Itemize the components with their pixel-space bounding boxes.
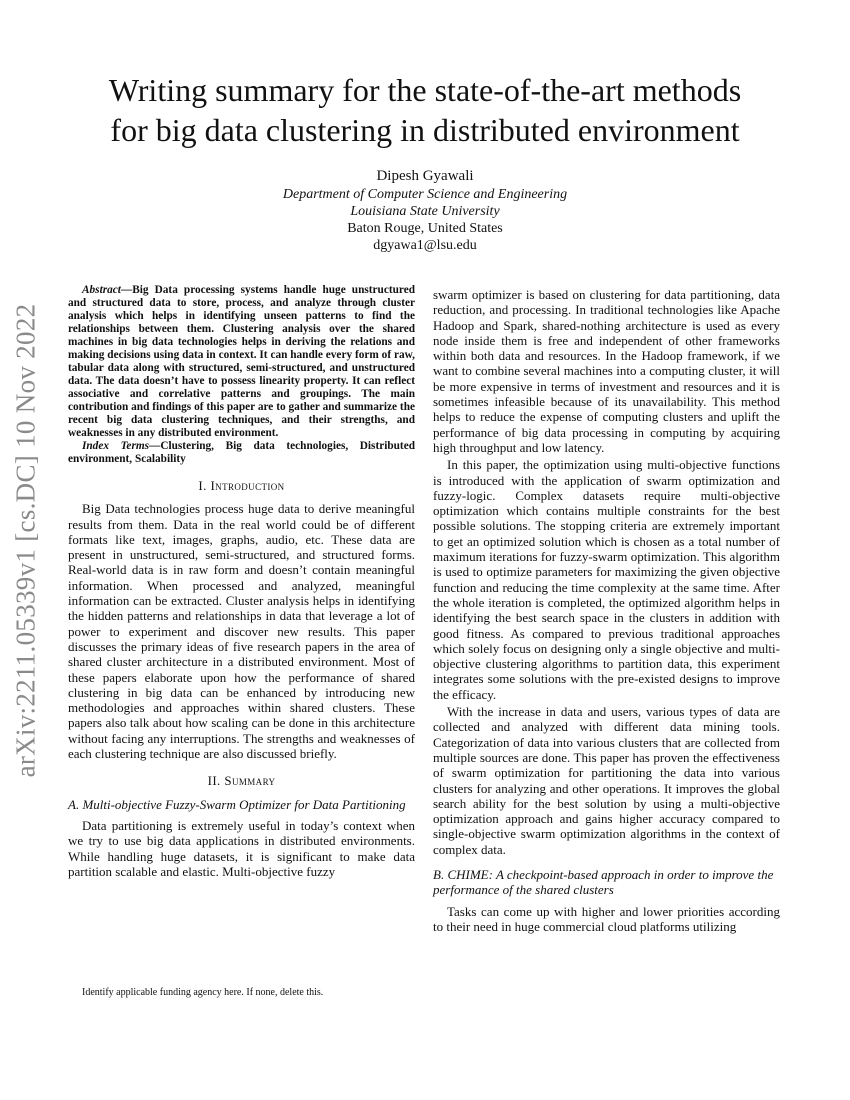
abstract-lead: Abstract bbox=[82, 284, 121, 296]
subsection-a-paragraph-start: Data partitioning is extremely useful in today’s context when we try to use big data applications in distributed environments. While handling huge datasets, it is significant to make data partition scalable and elastic. Multi-objective fuzzy bbox=[68, 817, 415, 879]
abstract-dash: — bbox=[120, 284, 133, 296]
arxiv-identifier-stamp bbox=[2, 260, 50, 820]
author-block bbox=[150, 168, 700, 254]
index-terms bbox=[68, 440, 415, 466]
author-email: dgyawa1@lsu.edu bbox=[373, 238, 477, 253]
index-terms-dash: — bbox=[149, 440, 161, 452]
paper-title-line-1: Writing summary for the state-of-the-art methods bbox=[108, 72, 742, 108]
section-heading-summary: II. Summary bbox=[207, 773, 276, 789]
subsection-a-paragraph-continued: swarm optimizer is based on clustering for data partitioning, data reduction, and processing. In traditional technologies like Apache Hadoop and Spark, shared-nothing architecture is used as every node inside them is free and independent of other frameworks within both data and resources. In the Hadoop framework, if we want to combine several machines into a computing cluster, it will be more expensive in terms of investment and resources and it is sometimes infeasible because of its unavailability. This method helps to reduce the expense of computing clusters and uplift the performance of big data processing in computing by acquiring high throughput and low latency. bbox=[433, 287, 780, 455]
subsection-heading-a: A. Multi-objective Fuzzy-Swarm Optimizer for Data Partitioning bbox=[68, 796, 406, 812]
introduction-paragraph: Big Data technologies process huge data to derive meaningful results from them. Data in the real world could be of different formats like text, images, graphs, audio, etc. These data are present in unstructured, semi-structured, and structured forms. Real-world data is in raw form and doesn’t contain meaningful information. When processed and analyzed, meaningful information can be extracted. Cluster analysis helps in identifying the hidden patterns and relationships in data that leverage a lot of power to experiment and discover new results. This paper discusses the primary ideas of five research papers in the area of shared cluster architecture in a distributed environment. Most of these papers elaborate upon how the performance of shared clustering in big data can be enhanced by introducing new methodologies and approaches within shared clusters. These papers also talk about how scaling can be done in this architecture without facing any interruptions. The strengths and weaknesses of each clustering technique are also discussed briefly. bbox=[68, 501, 415, 762]
subsection-heading-b: B. CHIME: A checkpoint-based approach in order to improve the performance of the shared clusters bbox=[433, 866, 774, 898]
index-terms-lead: Index Terms bbox=[82, 440, 150, 452]
left-column bbox=[68, 284, 415, 879]
funding-footnote: Identify applicable funding agency here. If none, delete this. bbox=[82, 987, 324, 998]
arxiv-identifier-text: arXiv:2211.05339v1 [cs.DC] 10 Nov 2022 bbox=[10, 303, 41, 777]
abstract-text: Big Data processing systems handle huge unstructured and structured data to store, process, and analyze through cluster analysis which helps in identifying unseen patterns to find the relationships between them. Clustering analysis over the shared machines in big data technologies helps in deriving the relations and making decisions using data in context. It can handle every form of raw, tabular data along with structured, semi-structured, and unstructured data. The data doesn’t have to possess linearity property. It can reflect associative and correlative patterns and groupings. The main contribution and findings of this paper are to gather and summarize the recent big data clustering techniques, and their strengths, and weaknesses in any distributed environment. bbox=[68, 284, 415, 439]
author-department: Department of Computer Science and Engineering bbox=[282, 187, 568, 202]
author-name: Dipesh Gyawali bbox=[376, 168, 474, 184]
right-column bbox=[433, 287, 780, 934]
abstract bbox=[68, 284, 415, 440]
author-university: Louisiana State University bbox=[350, 204, 500, 219]
section-heading-introduction: I. Introduction bbox=[198, 478, 285, 493]
paper-title-line-2: for big data clustering in distributed environment bbox=[110, 112, 740, 148]
subsection-a-paragraph-2: In this paper, the optimization using multi-objective functions is introduced with the application of swarm optimization and fuzzy-logic. Complex datasets require multi-objective optimization which contains multiple constraints for the best possible solutions. The stopping criteria are extremely important to get an optimized solution which is chosen as a total number of maximum iterations for fuzzy-swarm optimization. This algorithm is used to optimize parameters for maximizing the given objective function and reducing the time complexity at the same time. After the whole iteration is completed, the optimized algorithm helps in identifying the best search space in the clusters in addition with good fitness. As compared to previous traditional approaches which solely focus on designing only a single objective and multi-objective clustering algorithms to partition data, this experiment integrates some solutions with the pre-existed designs to improve the efficacy. bbox=[433, 457, 780, 702]
subsection-a-paragraph-3: With the increase in data and users, various types of data are collected and analyzed with different data mining tools. Categorization of data into various clusters that are collected from multiple sources are done. This paper has proven the effectiveness of swarm optimization for partitioning the data into various clusters for analyzing and other operations. It improves the global search ability for the best solution by using a multi-objective optimization approach and gains higher accuracy compared to single-objective swarm optimization algorithms in the context of complex data. bbox=[433, 704, 780, 857]
index-terms-text: Clustering, Big data technologies, Distributed environment, Scalability bbox=[68, 440, 415, 465]
author-location: Baton Rouge, United States bbox=[347, 221, 503, 236]
subsection-b-paragraph: Tasks can come up with higher and lower priorities according to their need in huge commercial cloud platforms utilizing bbox=[433, 903, 780, 934]
paper-title bbox=[60, 70, 790, 150]
